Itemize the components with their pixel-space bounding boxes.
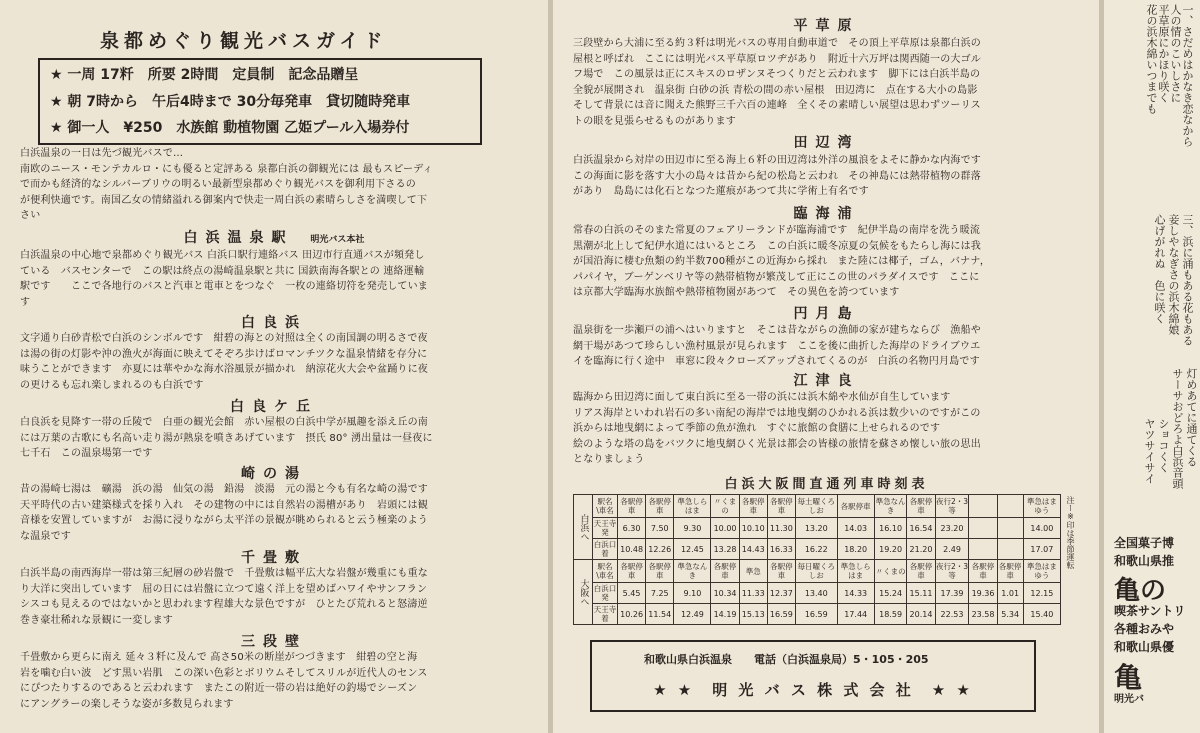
section-sakinoyu-body: 昔の湯崎七湯は 礦湯 浜の湯 仙気の湯 鉛湯 淡湯 元の湯と今も有名な崎の湯です 天平時代の古い建築様式を採り入れ その建物の中には自然岩の湯槽があり 岩頭には観 音様を安置していますが お湯に浸りながら太平洋の景観が眺められると云う極楽のよう な温泉です <box>20 484 428 542</box>
heading-sandanbeki: 三段壁 <box>241 634 307 650</box>
timetable-time <box>969 518 997 539</box>
timetable-header-row <box>574 560 1061 583</box>
refrain-column: サーサおどろよ白浜音頭 <box>1171 368 1184 489</box>
timetable-train-name: 各駅停車 <box>646 495 674 518</box>
timetable-train-name: 準急しらはま <box>837 560 874 583</box>
refrain-column: ショコくく <box>1157 418 1170 473</box>
section-sandanbeki-body: 千畳敷から更らに南え 延々３粁に及んで 高さ50米の断崖がつづきます 紺碧の空と海 岩を噛む白い波 どす黒い岩肌 この深い色彩とボリウムそしてスリルが近代人のセンス にぴつたりするのであると云われます またこの附近一帯の岩は絶好の釣場でシーズン にアングラーの楽しそうな姿が多数見られます <box>20 652 428 710</box>
timetable-time: 7.25 <box>646 583 674 604</box>
ad-line: 和歌山県優 <box>1114 640 1175 654</box>
timetable-train-name: 毎日曜くろしお <box>795 560 837 583</box>
timetable-time: 23.20 <box>935 518 969 539</box>
heading-etsura: 江津良 <box>793 373 860 389</box>
timetable-train-name: 〃くまの <box>874 560 907 583</box>
timetable-time: 14.19 <box>711 604 739 625</box>
info-box <box>38 58 482 145</box>
timetable-time: 6.30 <box>618 518 646 539</box>
section-shirarahama-body: 文字通り白砂青松で白浜のシンボルです 紺碧の海との対照は全くの南国調の明るさで夜 は湯の街の灯影や沖の漁火が海面に映えてそぞろ歩けばロマンチツクな温泉情緒を存分に 味うことができます 亦夏には華やかな海水浴風景が描かれ 納涼花火大会や盆踊りに夜 の更けるも忘れ楽しまれるのも白浜です <box>20 333 428 391</box>
timetable-time: 16.22 <box>795 539 837 560</box>
lyric-column: 三、浜に涌もある花もある <box>1181 214 1194 346</box>
timetable-time: 5.45 <box>618 583 646 604</box>
ad-line: 喫茶サントリ <box>1114 604 1186 618</box>
timetable-time: 17.07 <box>1023 539 1060 560</box>
timetable-time: 16.59 <box>767 604 795 625</box>
heading-tanabe-bay: 田辺湾 <box>793 135 860 151</box>
timetable-time <box>997 518 1023 539</box>
timetable-train-name: 準急 <box>739 560 767 583</box>
heading-senjojiki: 千畳敷 <box>241 550 307 566</box>
timetable-time: 14.03 <box>837 518 874 539</box>
timetable-time: 15.24 <box>874 583 907 604</box>
timetable-time: 13.40 <box>795 583 837 604</box>
timetable-train-name: 〃くまの <box>711 495 739 518</box>
timetable-time: 2.49 <box>935 539 969 560</box>
timetable-time: 12.45 <box>674 539 711 560</box>
timetable-time: 12.15 <box>1023 583 1060 604</box>
timetable-time <box>969 539 997 560</box>
timetable-time: 14.00 <box>1023 518 1060 539</box>
timetable-time: 10.10 <box>739 518 767 539</box>
timetable-time: 16.10 <box>874 518 907 539</box>
section-etsura-body: 臨海から田辺湾に面して東白浜に至る一帯の浜には浜木綿や水仙が自生しています リアス海岸といわれ岩石の多い南紀の海岸では地曳網のひかれる浜は数少いのですがこの 浜からは地曳網によって季節の魚が漁れ すぐに旅館の食膳に上せられるのです 絵のような塔の島をバツクに地曳網ひく光景は都会の皆様の旅情を蘇さめ懐しい旅の思出 となりましょう <box>573 392 981 465</box>
heading-shirahama-station <box>0 227 548 247</box>
timetable-time: 17.39 <box>935 583 969 604</box>
timetable-time: 12.26 <box>646 539 674 560</box>
ad-line: 亀 <box>1114 661 1143 694</box>
heading-rinkaiura: 臨海浦 <box>793 206 860 222</box>
timetable-time: 17.44 <box>837 604 874 625</box>
timetable-row <box>574 539 1061 560</box>
timetable-time: 18.59 <box>874 604 907 625</box>
lyric-column: 心げがれぬ 色に咲く <box>1153 214 1166 324</box>
timetable-time: 10.48 <box>618 539 646 560</box>
timetable-time: 15.13 <box>739 604 767 625</box>
section-shirahama-station-body: 白浜温泉の中心地で泉都めぐり観光バス 白浜口駅行連絡バス 田辺市行直通バスが頻発し ている バスセンターで この駅は終点の湯崎温泉駅と共に 国鉄南海各駅との 連絡運輸 駅です ここで各地行のバスと汽車と電車とをつなぐ 一枚の連絡切符を発売していま す <box>20 250 428 308</box>
timetable-train-name: 夜行2・3等 <box>935 560 969 583</box>
timetable-train-name: 準急なんき <box>674 560 711 583</box>
timetable-time: 15.11 <box>907 583 935 604</box>
timetable-time: 15.40 <box>1023 604 1060 625</box>
timetable-train-name: 準急なんき <box>874 495 907 518</box>
timetable-station: 天王寺着 <box>593 605 617 623</box>
timetable-time: 22.53 <box>935 604 969 625</box>
heading-hirakusahara: 平草原 <box>793 18 860 34</box>
middle-panel <box>553 0 1100 733</box>
timetable <box>573 494 1061 625</box>
section-hirakusahara-body: 三段壁から大浦に至る約３粁は明光バスの専用自動車道で その頂上平草原は泉都白浜の 屋根と呼ばれ ここには明光バス平草原ロツヂがあり 附近十六万坪は関西随一の大ゴル フ場で この風景は正にスキスのロザンヌそつくりだと云われます 脚下には白浜半島の 全貌が展開され 温泉街 白砂の浜 青松の間の赤い屋根 田辺湾に 点在する大小の島影 そして背景には音に聞えた熊野三千六百の連峰 全くその素晴しい展望は思わずツーリス トの眼を見張らせるものがあります <box>573 38 981 127</box>
timetable-train-name: 毎土曜くろしお <box>795 495 837 518</box>
timetable-title: 白浜大阪間直通列車時刻表 <box>724 477 929 492</box>
timetable-time: 10.26 <box>618 604 646 625</box>
timetable-time: 11.33 <box>739 583 767 604</box>
timetable-train-name <box>969 495 997 518</box>
heading-text: 白浜温泉駅 <box>183 230 294 246</box>
timetable-time: 5.34 <box>997 604 1023 625</box>
lyric-column: 花の浜木綿いつまでも <box>1145 4 1158 114</box>
timetable-time: 10.34 <box>711 583 739 604</box>
song-lyrics <box>1104 4 1194 346</box>
timetable-train-name <box>997 495 1023 518</box>
timetable-time: 13.28 <box>711 539 739 560</box>
timetable-time: 12.49 <box>674 604 711 625</box>
timetable-train-name: 各駅停車 <box>997 560 1023 583</box>
timetable-train-name: 各駅停車 <box>739 495 767 518</box>
footer-company: ★ ★ 明 光 バ ス 株 式 会 社 ★ ★ <box>653 681 973 699</box>
guide-title: 泉都めぐり観光バスガイド <box>100 30 388 52</box>
song-refrain <box>1132 368 1198 528</box>
ad-line: 全国菓子博 <box>1114 536 1175 550</box>
info-line-3: ★ 御一人 ¥250 水族館 動植物園 乙姫プール入場券付 <box>50 120 410 136</box>
timetable-row <box>574 583 1061 604</box>
timetable-train-name: 準急はまゆう <box>1023 495 1060 518</box>
timetable-train-name: 駅名\車名 <box>593 495 618 518</box>
section-engetsuto-body: 温泉街を一歩瀬戸の浦へはいりますと そこは昔ながらの漁師の家が建ちならび 漁船や 網干場があつて珍らしい漁村風景が見られます ここを後に曲折した海岸のドライブウエ イを臨海に行く途中 車窓に段々クローズアップされてくるのが 白浜の名物円月島です <box>573 325 981 367</box>
timetable-time: 19.20 <box>874 539 907 560</box>
timetable-station: 白浜口着 <box>593 540 617 558</box>
timetable-train-name: 各駅停車 <box>907 560 935 583</box>
timetable-time: 21.20 <box>907 539 935 560</box>
timetable-time: 16.54 <box>907 518 935 539</box>
timetable-time: 12.37 <box>767 583 795 604</box>
timetable-train-name: 各駅停車 <box>711 560 739 583</box>
timetable-direction: 白浜へ <box>574 495 593 560</box>
info-line-1: ★ 一周 17粁 所要 2時間 定員制 記念品贈呈 <box>50 67 359 83</box>
refrain-column: 灯めあてに通てくる <box>1185 368 1198 467</box>
timetable-train-name: 各駅停車 <box>767 560 795 583</box>
timetable-time: 20.14 <box>907 604 935 625</box>
refrain-column: ヤツサイサイ <box>1143 418 1156 484</box>
timetable-train-name: 各駅停車 <box>837 495 874 518</box>
footer-address: 和歌山県白浜温泉 電話（白浜温泉局）5・105・205 <box>644 653 929 666</box>
timetable-note: 注ー※印は季節運転 <box>1066 496 1075 569</box>
timetable-train-name: 各駅停車 <box>767 495 795 518</box>
lyric-column: 人の情のこいしさに <box>1169 4 1182 103</box>
timetable-train-name: 各駅停車 <box>646 560 674 583</box>
lyric-column: 一、さだめはかなき恋なから <box>1181 4 1194 147</box>
timetable-time: 18.20 <box>837 539 874 560</box>
timetable-station: 白浜口発 <box>593 584 617 602</box>
section-senjojiki-body: 白浜半島の南西海岸一帯は第三紀層の砂岩盤で 千畳敷は幅平広大な岩盤が幾重にも重な り大洋に突出しています 屈の日には岩盤に立つて遠く洋上を望めばハワイやサンフラン シスコも見えるのではないかと思われます程雄大な景色ですが ひとたび荒れると怒濤逆 巻き豪壮稀れな景観に一変します <box>20 568 428 626</box>
timetable-time: 14.43 <box>739 539 767 560</box>
heading-shiraragaoka: 白良ケ丘 <box>230 399 318 415</box>
timetable-station: 天王寺発 <box>593 519 617 537</box>
timetable-row <box>574 604 1061 625</box>
timetable-time: 11.54 <box>646 604 674 625</box>
section-shiraragaoka-body: 白良浜を見降す一帯の丘陵で 白亜の観光会館 赤い屋根の白浜中学が風趣を添え丘の南 には万葉の古歌にも名高い走り湯が熱泉を噴きあげています 摂氏 80° 湧出量は一昼夜に 七千石 この温泉場第一です <box>20 417 433 459</box>
timetable-time <box>997 539 1023 560</box>
footer-box <box>590 640 1036 712</box>
timetable-train-name: 各駅停車 <box>907 495 935 518</box>
intro-text: 白浜温泉の一日は先づ観光バスで… 南欧のニース・モンテカルロ・にも優ると定評ある 泉都白浜の御観光には 最もスピーディ で而かも経済的なシルバーブリウの明るい最新型泉都めぐり観光バスを御利用下さるの が便利快適です。南国乙女の情緒溢れる御案内で快走一周白浜の素晴らしさを満喫して下 さい <box>20 148 433 221</box>
timetable-time: 11.30 <box>767 518 795 539</box>
timetable-time: 19.36 <box>969 583 997 604</box>
timetable-time: 7.50 <box>646 518 674 539</box>
timetable-time: 9.30 <box>674 518 711 539</box>
timetable-time: 16.33 <box>767 539 795 560</box>
timetable-time: 1.01 <box>997 583 1023 604</box>
heading-engetsuto: 円月島 <box>793 306 860 322</box>
section-rinkaiura-body: 常春の白浜のそのまた常夏のフェアリーランドが臨海浦です 紀伊半島の南岸を洗う暖流 黒潮が北上して紀伊水道にはいるところ この白浜に暖冬凉夏の気候をもたらし海には我 が国沿海に棲む魚類の約半数700種がこの近海から採れ また陸には椰子，ゴム，バナナ， パパイヤ，ブーゲンベリヤ等の熱帯植物が繁茂して正にこの世のパラダイスです ここに は京都大学臨海水族館や熱帯植物園があつて その異色を誇つています <box>573 225 991 298</box>
timetable-time: 16.59 <box>795 604 837 625</box>
lyric-column: 平草原にかほり咲く <box>1157 4 1170 103</box>
ad-line: 各種おみや <box>1114 622 1175 636</box>
timetable-train-name: 各駅停車 <box>618 560 646 583</box>
timetable-row <box>574 518 1061 539</box>
timetable-train-name: 準急しらはま <box>674 495 711 518</box>
heading-shirarahama: 白良浜 <box>241 315 307 331</box>
left-panel <box>0 0 548 733</box>
ad-line: 亀の <box>1114 576 1167 606</box>
heading-sub: 明光バス本社 <box>310 235 365 245</box>
lyric-column: 妾しやなぎさの浜木綿娘 <box>1167 214 1180 335</box>
heading-sakinoyu: 崎の湯 <box>241 466 307 482</box>
timetable-direction: 大阪へ <box>574 560 593 625</box>
timetable-train-name: 夜行2・3等 <box>935 495 969 518</box>
timetable-time: 13.20 <box>795 518 837 539</box>
timetable-train-name: 各駅停車 <box>618 495 646 518</box>
right-panel <box>1104 0 1200 733</box>
timetable-train-name: 準急はまゆう <box>1023 560 1060 583</box>
timetable-header-row <box>574 495 1061 518</box>
ad-line: 明光バ <box>1114 694 1144 705</box>
timetable-train-name: 駅名\車名 <box>593 560 618 583</box>
timetable-time: 14.33 <box>837 583 874 604</box>
timetable-time: 10.00 <box>711 518 739 539</box>
info-line-2: ★ 朝 7時から 午后4時まで 30分毎発車 貸切随時発車 <box>50 94 411 110</box>
timetable-train-name: 各駅停車 <box>969 560 997 583</box>
timetable-time: 23.58 <box>969 604 997 625</box>
ad-line: 和歌山県推 <box>1114 554 1175 568</box>
timetable-time: 9.10 <box>674 583 711 604</box>
section-tanabe-bay-body: 白浜温泉から対岸の田辺市に至る海上６粁の田辺湾は外洋の風浪をよそに静かな内海です この海面に影を落す大小の島々は昔から紀の松島と云われ その神島には熱帯植物の群落 があり 島島には化石となつた蓮痕があつて共に学術上有名です <box>573 155 981 197</box>
